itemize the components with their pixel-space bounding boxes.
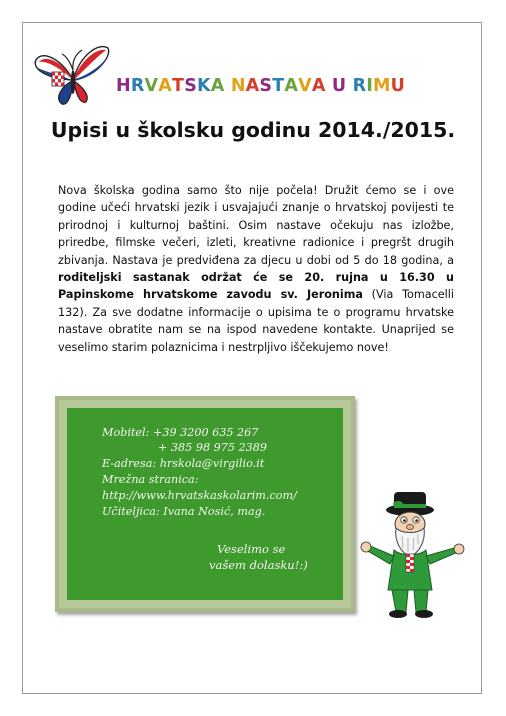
greeting-line-1: Veselimo se [217, 542, 286, 556]
body-text-part: (Via Tomacelli 132). Za sve dodatne informacije o upisima te o programu hrvatske nastave obratite nam se na ispod navedene kontakte. Unaprijed se veselimo starim polaznicima i nestrpljivo iščekujemo nove! [58, 288, 454, 354]
heading-letter: A [245, 76, 260, 96]
contact-web-label: Mrežna stranica: [102, 473, 199, 486]
heading-letter: H [116, 76, 131, 96]
body-text-part: Nova školska godina samo što nije počela! Družit ćemo se i ove godine učeći hrvatski jezik i usvajajući znanje o hrvatskoj povijesti te prirodnoj i kulturnoj baštini. Osim nastave očekuju nas izložbe, priredbe, filmske večeri, izleti, kreativne radionice i pregršt drugih zbivanja. Nastava je predviđena za djecu u dobi od 5 do 18 godina, a [58, 184, 454, 267]
chalkboard [55, 396, 355, 612]
heading-letter: R [130, 76, 145, 96]
heading-letter: S [184, 76, 197, 96]
heading-letter: T [272, 76, 285, 96]
heading-letter: A [311, 76, 326, 96]
meeting-highlight: roditeljski sastanak održat će se 20. rujna u 16.30 u Papinskome hrvatskome zavodu sv. Jeronima [58, 271, 454, 302]
school-name-heading [116, 76, 405, 96]
heading-letter: A [158, 76, 173, 96]
body-paragraph [58, 182, 454, 356]
bearded-man-mascot-icon [358, 490, 468, 620]
heading-letter: A [284, 76, 299, 96]
heading-letter: R [352, 76, 367, 96]
chalkboard-surface [67, 408, 343, 600]
contact-teacher: Učiteljica: Ivana Nosić, mag. [102, 505, 266, 518]
heading-letter: K [197, 76, 211, 96]
greeting-line-2: vašem dolasku!:) [209, 558, 308, 572]
document-title: Upisi u školsku godinu 2014./2015. [50, 118, 456, 142]
heading-letter: I [366, 76, 374, 96]
heading-letter: S [259, 76, 273, 96]
croatian-flag-butterfly-icon [32, 38, 112, 112]
contact-web-url: http://www.hrvatskaskolarim.com/ [102, 489, 297, 502]
contact-email: E-adresa: hrskola@virgilio.it [102, 457, 265, 470]
heading-letter: N [230, 76, 246, 96]
heading-letter: V [298, 76, 312, 96]
heading-letter: M [373, 76, 391, 96]
heading-letter: U [390, 76, 406, 96]
heading-letter: V [144, 76, 159, 96]
heading-letter: T [172, 76, 185, 96]
contact-mobile: Mobitel: +39 3200 635 267 [102, 426, 259, 439]
heading-letter: A [210, 76, 225, 96]
contact-mobile-secondary: + 385 98 975 2389 [158, 441, 268, 454]
heading-letter: U [331, 76, 347, 96]
